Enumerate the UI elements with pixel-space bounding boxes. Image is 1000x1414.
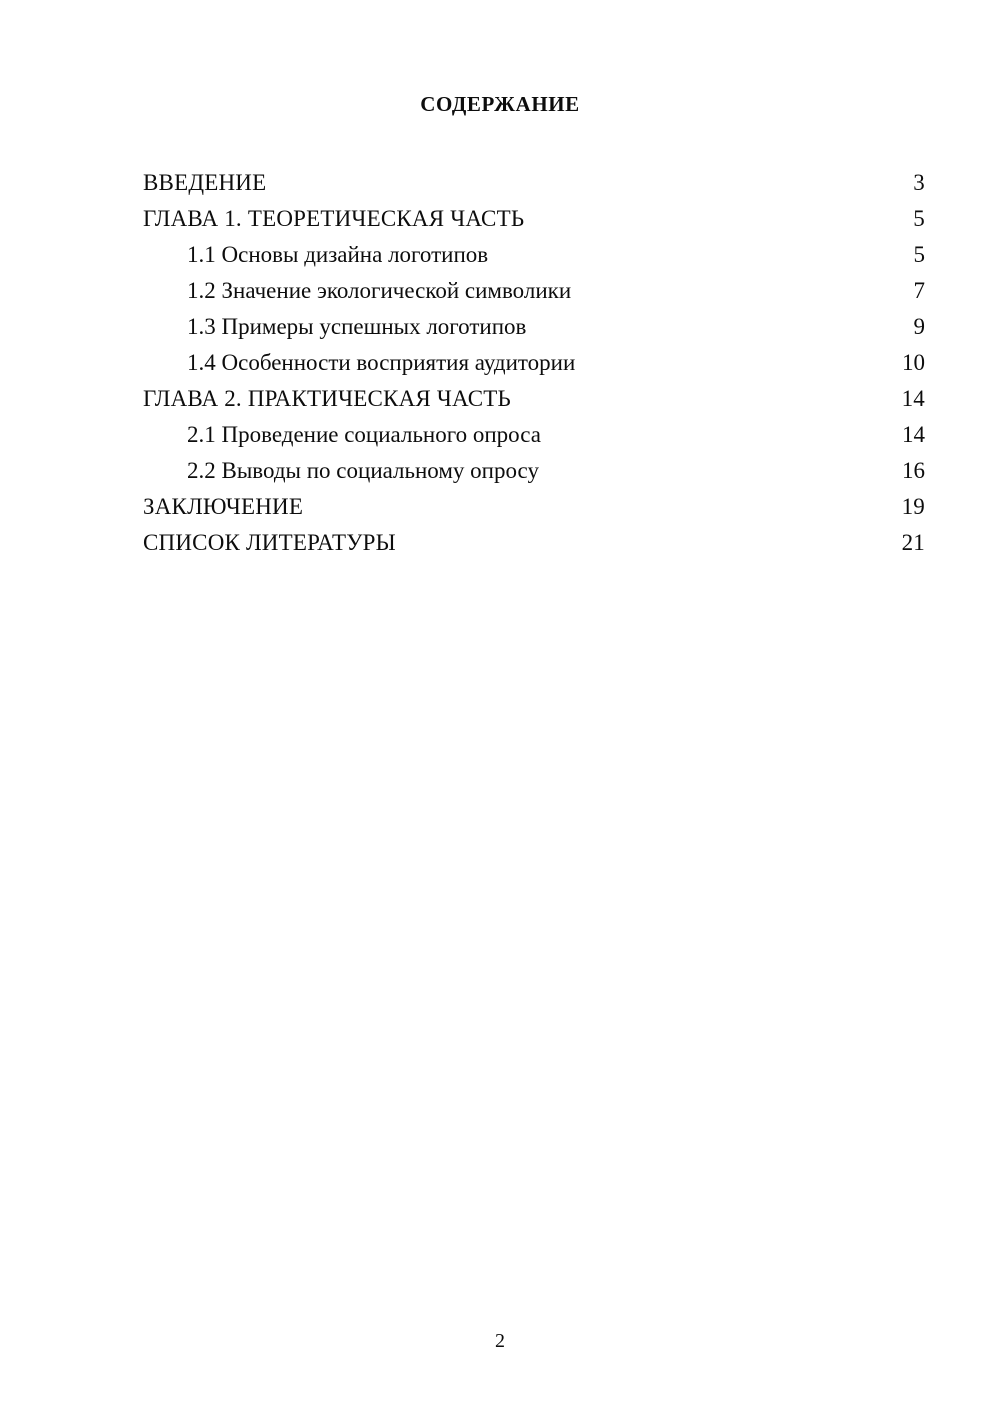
toc-entry[interactable] <box>143 453 925 489</box>
toc-entry-label: 1.1 Основы дизайна логотипов <box>187 242 489 267</box>
toc-entry-label: 1.4 Особенности восприятия аудитории <box>187 350 576 375</box>
footer-page-number: 2 <box>495 1330 505 1352</box>
toc-entry[interactable] <box>143 309 925 345</box>
toc-entry[interactable] <box>143 237 925 273</box>
page-title: СОДЕРЖАНИЕ <box>420 92 580 116</box>
toc-entry-page-number: 21 <box>901 530 925 555</box>
toc-entry-label: 1.2 Значение экологической символики <box>187 278 572 303</box>
toc-entry-page-number: 5 <box>913 242 925 267</box>
table-of-contents <box>143 165 925 561</box>
toc-entry-label: ГЛАВА 1. ТЕОРЕТИЧЕСКАЯ ЧАСТЬ <box>143 206 525 231</box>
toc-entry[interactable] <box>143 489 925 525</box>
toc-entry-page-number: 14 <box>901 386 925 411</box>
toc-entry-page-number: 5 <box>913 206 925 231</box>
toc-entry-page-number: 19 <box>901 494 925 519</box>
toc-entry[interactable] <box>143 345 925 381</box>
toc-entry-label: ГЛАВА 2. ПРАКТИЧЕСКАЯ ЧАСТЬ <box>143 386 511 411</box>
toc-entry-page-number: 3 <box>913 170 925 195</box>
toc-entry-label: 2.1 Проведение социального опроса <box>187 422 541 447</box>
toc-entry[interactable] <box>143 381 925 417</box>
toc-entry-label: 2.2 Выводы по социальному опросу <box>187 458 539 483</box>
toc-entry[interactable] <box>143 417 925 453</box>
toc-entry-page-number: 9 <box>913 314 925 339</box>
toc-entry-label: ВВЕДЕНИЕ <box>143 170 267 195</box>
toc-entry[interactable] <box>143 273 925 309</box>
toc-entry-page-number: 14 <box>902 422 925 447</box>
toc-entry-page-number: 7 <box>913 278 925 303</box>
toc-entry-label: ЗАКЛЮЧЕНИЕ <box>143 494 304 519</box>
toc-entry-label: СПИСОК ЛИТЕРАТУРЫ <box>143 530 396 555</box>
toc-entry-page-number: 10 <box>902 350 925 375</box>
toc-entry-page-number: 16 <box>902 458 925 483</box>
toc-entry[interactable] <box>143 525 925 561</box>
toc-entry-label: 1.3 Примеры успешных логотипов <box>187 314 527 339</box>
toc-entry[interactable] <box>143 201 925 237</box>
toc-entry[interactable] <box>143 165 925 201</box>
